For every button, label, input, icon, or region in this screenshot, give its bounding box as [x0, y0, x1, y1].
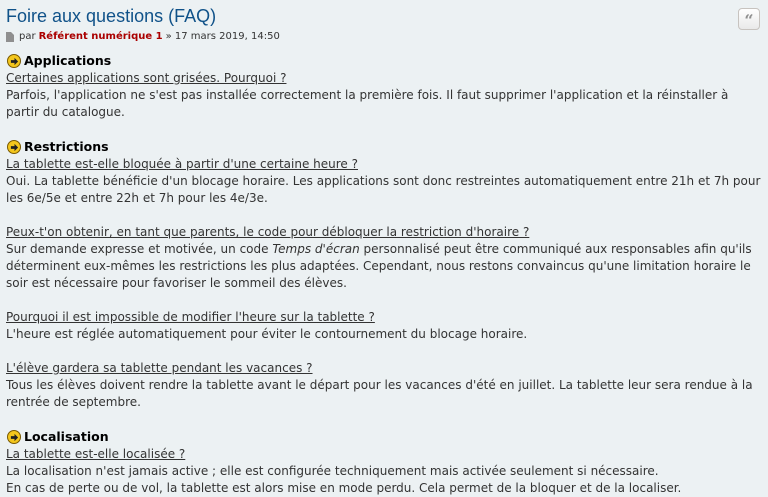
arrow-right-icon [7, 54, 21, 68]
faq-answer: L'heure est réglée automatiquement pour éviter le contournement du blocage horaire. [6, 327, 528, 341]
section-heading-localisation [6, 428, 762, 446]
faq-answer-emphasis: Temps d'écran [272, 242, 360, 256]
faq-answer: Oui. La tablette bénéficie d'un blocage horaire. Les applications sont donc restreintes automatiquement entre 21h et 7h pour les 6e/5e et entre 22h et 7h pour les 4e/3e. [6, 174, 761, 205]
faq-question: La tablette est-elle localisée ? [6, 447, 186, 461]
section-heading-restrictions [6, 138, 762, 156]
section-heading-applications [6, 52, 762, 70]
faq-answer: En cas de perte ou de vol, la tablette est alors mise en mode perdu. Cela permet de la bloquer et de la localiser. [6, 481, 682, 495]
arrow-right-icon [7, 430, 21, 444]
faq-question: Peux-t'on obtenir, en tant que parents, le code pour débloquer la restriction d'horaire ? [6, 225, 530, 239]
faq-question: L'élève gardera sa tablette pendant les vacances ? [6, 361, 313, 375]
post-title[interactable]: Foire aux questions (FAQ) [6, 6, 217, 26]
post-content [6, 52, 762, 497]
section-heading-label: Restrictions [24, 139, 109, 154]
faq-answer-part: Sur demande expresse et motivée, un code [6, 242, 273, 256]
post-date: » 17 mars 2019, 14:50 [165, 31, 280, 42]
faq-answer: Tous les élèves doivent rendre la tablette avant le départ pour les vacances d'été en juillet. La tablette leur sera rendue à la rentrée de septembre. [6, 378, 753, 409]
arrow-right-icon [7, 140, 21, 154]
meta-by: par [19, 31, 36, 42]
section-heading-label: Localisation [24, 429, 109, 444]
quote-button[interactable] [738, 8, 760, 30]
section-heading-label: Applications [24, 53, 112, 68]
post-meta [6, 30, 762, 44]
file-icon[interactable] [6, 32, 14, 42]
faq-answer [6, 241, 762, 292]
faq-question: La tablette est-elle bloquée à partir d'une certaine heure ? [6, 157, 358, 171]
faq-answer-part: personnalisé peut être communiqué aux responsables afin qu'ils déterminent eux-mêmes les restrictions les plus adaptées. Cependant, nous restons convaincus qu'une limitation horaire le soir est nécessaire pour favoriser le sommeil des élèves. [6, 242, 752, 290]
quote-icon: “ [744, 11, 754, 30]
faq-answer: La localisation n'est jamais active ; elle est configurée techniquement mais activée seulement si nécessaire. [6, 464, 659, 478]
author-link[interactable]: Référent numérique 1 [38, 31, 163, 42]
faq-question: Certaines applications sont grisées. Pourquoi ? [6, 71, 287, 85]
faq-question: Pourquoi il est impossible de modifier l'heure sur la tablette ? [6, 310, 375, 324]
faq-answer: Parfois, l'application ne s'est pas installée correctement la première fois. Il faut supprimer l'application et la réinstaller à partir du catalogue. [6, 88, 729, 119]
